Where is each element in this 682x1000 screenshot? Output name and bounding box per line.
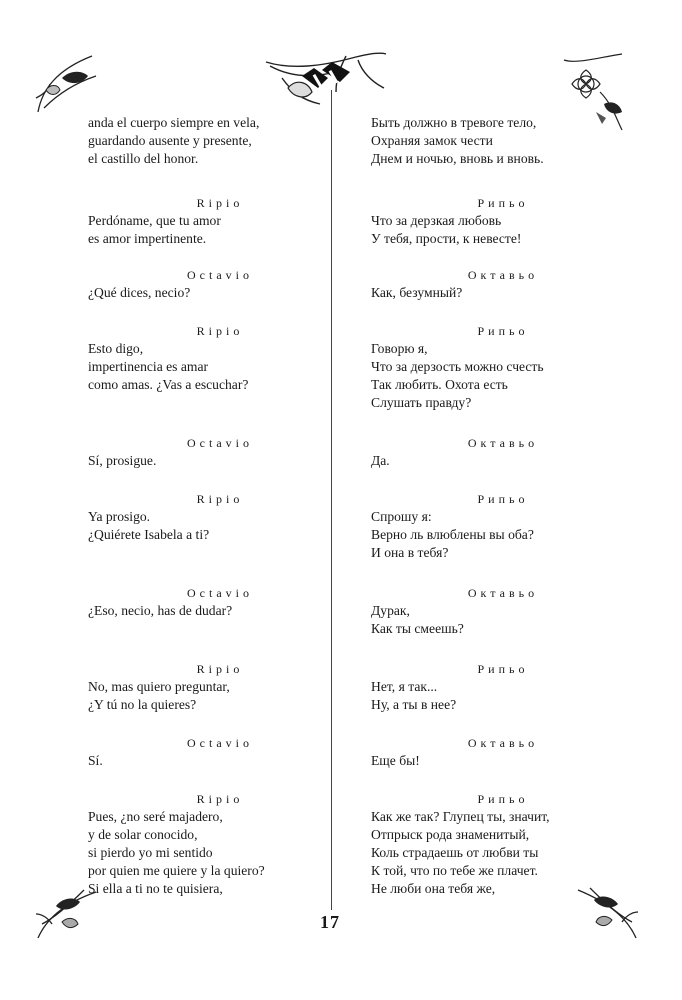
verse-line: Верно ль влюблены вы оба? — [371, 527, 534, 542]
top-right-ornament — [556, 52, 630, 134]
verse-line: Как ты смеешь? — [371, 621, 464, 636]
verse-line: Esto digo, — [88, 341, 144, 356]
speaker-name: Октавьо — [467, 586, 539, 600]
speaker-name: Октавьо — [467, 436, 539, 450]
verse-line: y de solar conocido, — [88, 827, 198, 842]
verse-line: anda el cuerpo siempre en vela, — [88, 115, 260, 130]
verse-line: Perdóname, que tu amor — [88, 213, 221, 228]
verse-line: No, mas quiero preguntar, — [88, 679, 230, 694]
verse-line: Pues, ¿no seré majadero, — [88, 809, 223, 824]
verse-line: Еще бы! — [371, 753, 420, 768]
verse-line: Не люби она тебя же, — [371, 881, 496, 896]
page-number: 17 — [320, 912, 340, 932]
quill-icon — [36, 890, 96, 938]
verse-line: ¿Quiérete Isabela a ti? — [88, 527, 210, 542]
verse-line: Si ella a ti no te quisiera, — [88, 881, 223, 896]
speaker-name: Ripio — [196, 662, 244, 676]
verse-line: Да. — [371, 453, 390, 468]
verse-line: ¿Eso, necio, has de dudar? — [88, 603, 233, 618]
verse-line: por quien me quiere y la quiero? — [88, 863, 265, 878]
verse-line: Отпрыск рода знаменитый, — [371, 827, 530, 842]
speaker-name: Октавьо — [467, 268, 539, 282]
speaker-name: Octavio — [187, 736, 253, 750]
speaker-name: Octavio — [187, 268, 253, 282]
verse-line: Говорю я, — [371, 341, 428, 356]
quill-icon — [36, 56, 96, 112]
speaker-name: Рипьо — [477, 792, 529, 806]
verse-line: Sí. — [88, 753, 103, 768]
speaker-name: Рипьо — [477, 492, 529, 506]
verse-line: Дурак, — [371, 603, 410, 618]
verse-line: Что за дерзкая любовь — [371, 213, 502, 228]
verse-line: Что за дерзость можно счесть — [371, 359, 544, 374]
speaker-name: Ripio — [196, 792, 244, 806]
verse-line: si pierdo yo mi sentido — [88, 845, 213, 860]
verse-line: guardando ausente y presente, — [88, 133, 252, 148]
quill-icon — [578, 888, 638, 938]
speaker-name: Ripio — [196, 324, 244, 338]
verse-line: como amas. ¿Vas a escuchar? — [88, 377, 249, 392]
verse-line: impertinencia es amar — [88, 359, 209, 374]
verse-line: Спрошу я: — [371, 509, 432, 524]
speaker-name: Ripio — [196, 196, 244, 210]
verse-line: Днем и ночью, вновь и вновь. — [371, 151, 544, 166]
verse-line: Sí, prosigue. — [88, 453, 157, 468]
verse-line: Ну, а ты в нее? — [371, 697, 457, 712]
verse-line: ¿Y tú no la quieres? — [88, 697, 197, 712]
verse-line: Ya prosigo. — [88, 509, 151, 524]
verse-line: К той, что по тебе же плачет. — [371, 863, 538, 878]
verse-line: ¿Qué dices, necio? — [88, 285, 191, 300]
speaker-name: Октавьо — [467, 736, 539, 750]
flower-icon — [564, 54, 622, 130]
top-left-ornament — [32, 50, 102, 116]
verse-line: Слушать правду? — [371, 395, 472, 410]
bottom-right-ornament — [572, 882, 642, 942]
verse-line: Коль страдаешь от любви ты — [371, 845, 539, 860]
column-divider — [331, 90, 332, 910]
verse-line: el castillo del honor. — [88, 151, 199, 166]
verse-line: И она в тебя? — [371, 545, 449, 560]
verse-line: Как, безумный? — [371, 285, 463, 300]
speaker-name: Octavio — [187, 586, 253, 600]
verse-line: Быть должно в тревоге тело, — [371, 115, 537, 130]
verse-line: es amor impertinente. — [88, 231, 207, 246]
verse-line: У тебя, прости, к невесте! — [371, 231, 522, 246]
verse-line: Так любить. Охота есть — [371, 377, 508, 392]
speaker-name: Рипьо — [477, 324, 529, 338]
speaker-name: Octavio — [187, 436, 253, 450]
speaker-name: Рипьо — [477, 662, 529, 676]
speaker-name: Ripio — [196, 492, 244, 506]
verse-line: Как же так? Глупец ты, значит, — [371, 809, 550, 824]
top-center-ornament — [262, 48, 390, 110]
verse-line: Нет, я так... — [371, 679, 438, 694]
speaker-name: Рипьо — [477, 196, 529, 210]
verse-line: Охраняя замок чести — [371, 133, 493, 148]
